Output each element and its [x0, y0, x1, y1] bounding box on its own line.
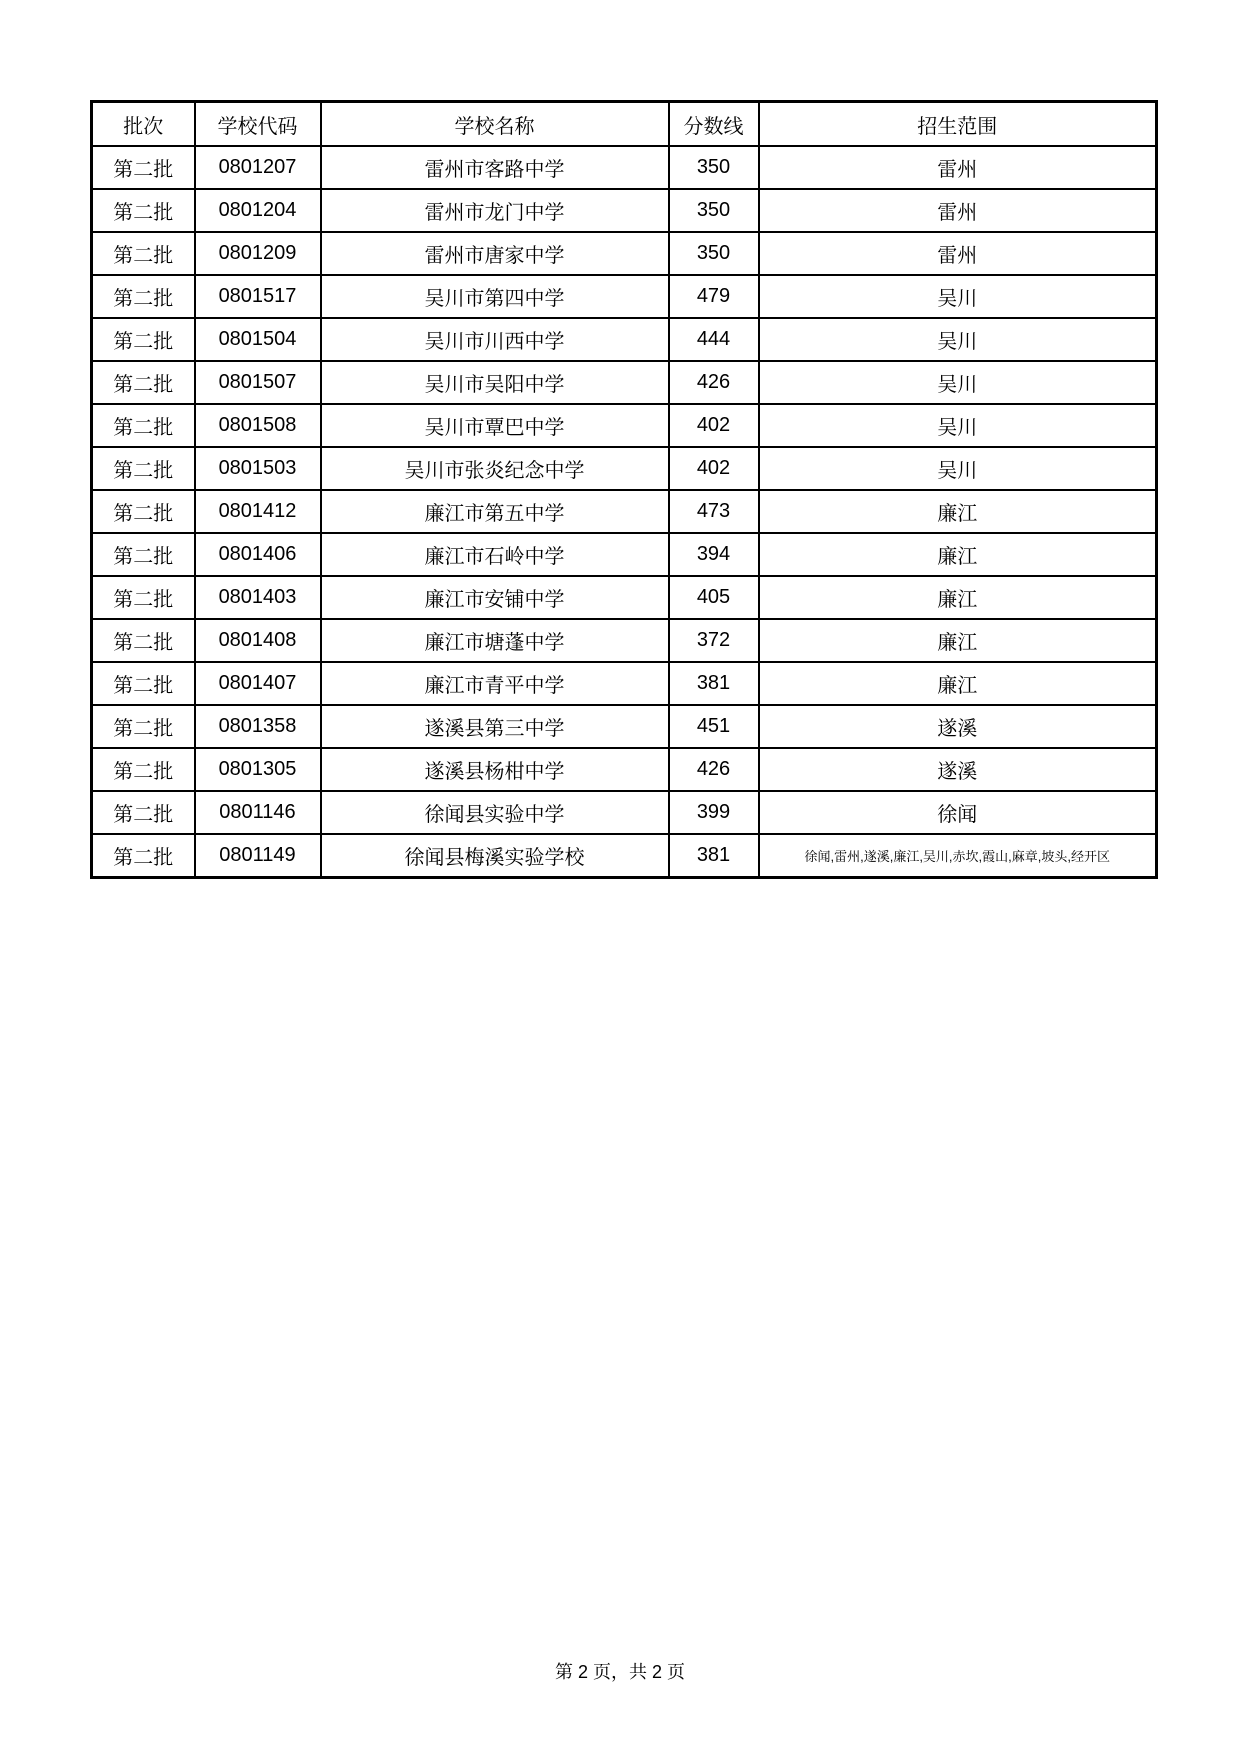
cell-enrollment-scope: 廉江 [759, 533, 1157, 576]
cell-score-line: 426 [669, 361, 759, 404]
cell-school-name: 廉江市石岭中学 [321, 533, 669, 576]
cell-school-name: 雷州市客路中学 [321, 146, 669, 189]
cell-school-code: 0801209 [195, 232, 321, 275]
cell-school-code: 0801146 [195, 791, 321, 834]
cell-enrollment-scope: 雷州 [759, 232, 1157, 275]
cell-score-line: 372 [669, 619, 759, 662]
cell-school-code: 0801207 [195, 146, 321, 189]
cell-school-name: 徐闻县实验中学 [321, 791, 669, 834]
cell-enrollment-scope: 廉江 [759, 576, 1157, 619]
table-row [92, 318, 1157, 361]
cell-enrollment-scope: 吴川 [759, 404, 1157, 447]
cell-school-name: 廉江市青平中学 [321, 662, 669, 705]
table-row [92, 533, 1157, 576]
table-row [92, 748, 1157, 791]
table-row [92, 576, 1157, 619]
cell-enrollment-scope: 吴川 [759, 318, 1157, 361]
cell-school-code: 0801508 [195, 404, 321, 447]
col-header-score-line: 分数线 [669, 102, 759, 147]
page-number-footer: 第 2 页，共 2 页 [554, 1662, 686, 1682]
cell-score-line: 350 [669, 232, 759, 275]
cell-school-name: 吴川市第四中学 [321, 275, 669, 318]
cell-score-line: 451 [669, 705, 759, 748]
table-row [92, 275, 1157, 318]
cell-enrollment-scope: 廉江 [759, 490, 1157, 533]
cell-score-line: 350 [669, 189, 759, 232]
cell-school-code: 0801305 [195, 748, 321, 791]
cell-enrollment-scope: 遂溪 [759, 748, 1157, 791]
cell-score-line: 402 [669, 404, 759, 447]
cell-school-code: 0801358 [195, 705, 321, 748]
cell-school-code: 0801406 [195, 533, 321, 576]
table-row [92, 189, 1157, 232]
cell-school-name: 吴川市川西中学 [321, 318, 669, 361]
cell-score-line: 394 [669, 533, 759, 576]
cell-school-code: 0801412 [195, 490, 321, 533]
cell-batch: 第二批 [92, 189, 195, 232]
table-body [92, 146, 1157, 878]
cell-school-code: 0801503 [195, 447, 321, 490]
cell-enrollment-scope: 雷州 [759, 146, 1157, 189]
cell-score-line: 479 [669, 275, 759, 318]
cell-batch: 第二批 [92, 576, 195, 619]
cell-batch: 第二批 [92, 748, 195, 791]
cell-batch: 第二批 [92, 232, 195, 275]
cell-score-line: 350 [669, 146, 759, 189]
table-row [92, 361, 1157, 404]
cell-score-line: 402 [669, 447, 759, 490]
cell-batch: 第二批 [92, 490, 195, 533]
cell-batch: 第二批 [92, 834, 195, 878]
cell-school-name: 雷州市龙门中学 [321, 189, 669, 232]
table-row [92, 662, 1157, 705]
cell-score-line: 426 [669, 748, 759, 791]
cell-batch: 第二批 [92, 146, 195, 189]
cell-score-line: 473 [669, 490, 759, 533]
table-row [92, 232, 1157, 275]
cell-enrollment-scope: 廉江 [759, 619, 1157, 662]
col-header-enrollment-scope: 招生范围 [759, 102, 1157, 147]
cell-school-code: 0801517 [195, 275, 321, 318]
col-header-batch: 批次 [92, 102, 195, 147]
cell-batch: 第二批 [92, 619, 195, 662]
cell-school-name: 吴川市覃巴中学 [321, 404, 669, 447]
cell-enrollment-scope: 吴川 [759, 447, 1157, 490]
cell-score-line: 399 [669, 791, 759, 834]
cell-school-code: 0801408 [195, 619, 321, 662]
cell-enrollment-scope: 吴川 [759, 361, 1157, 404]
cell-enrollment-scope: 徐闻,雷州,遂溪,廉江,吴川,赤坎,霞山,麻章,坡头,经开区 [759, 834, 1157, 878]
cell-enrollment-scope: 雷州 [759, 189, 1157, 232]
cell-score-line: 405 [669, 576, 759, 619]
table-row [92, 146, 1157, 189]
cell-school-code: 0801407 [195, 662, 321, 705]
cell-school-name: 廉江市塘蓬中学 [321, 619, 669, 662]
cell-batch: 第二批 [92, 533, 195, 576]
cell-school-code: 0801403 [195, 576, 321, 619]
cell-score-line: 381 [669, 834, 759, 878]
cell-batch: 第二批 [92, 275, 195, 318]
cell-score-line: 444 [669, 318, 759, 361]
cell-school-code: 0801507 [195, 361, 321, 404]
cell-batch: 第二批 [92, 361, 195, 404]
table-row [92, 447, 1157, 490]
table-header-row [92, 102, 1157, 147]
admission-score-table [90, 100, 1158, 879]
cell-school-name: 吴川市吴阳中学 [321, 361, 669, 404]
cell-school-name: 徐闻县梅溪实验学校 [321, 834, 669, 878]
cell-batch: 第二批 [92, 791, 195, 834]
cell-enrollment-scope: 徐闻 [759, 791, 1157, 834]
document-table-region [90, 100, 1158, 879]
col-header-school-code: 学校代码 [195, 102, 321, 147]
cell-school-name: 吴川市张炎纪念中学 [321, 447, 669, 490]
cell-batch: 第二批 [92, 705, 195, 748]
cell-enrollment-scope: 遂溪 [759, 705, 1157, 748]
cell-batch: 第二批 [92, 447, 195, 490]
table-row [92, 705, 1157, 748]
table-row [92, 619, 1157, 662]
cell-school-name: 雷州市唐家中学 [321, 232, 669, 275]
cell-school-name: 廉江市安铺中学 [321, 576, 669, 619]
cell-batch: 第二批 [92, 662, 195, 705]
table-row [92, 404, 1157, 447]
cell-school-code: 0801504 [195, 318, 321, 361]
cell-school-name: 遂溪县杨柑中学 [321, 748, 669, 791]
table-row [92, 834, 1157, 878]
table-row [92, 791, 1157, 834]
cell-score-line: 381 [669, 662, 759, 705]
cell-batch: 第二批 [92, 404, 195, 447]
table-row [92, 490, 1157, 533]
cell-enrollment-scope: 廉江 [759, 662, 1157, 705]
cell-school-name: 廉江市第五中学 [321, 490, 669, 533]
cell-enrollment-scope: 吴川 [759, 275, 1157, 318]
cell-batch: 第二批 [92, 318, 195, 361]
cell-school-code: 0801204 [195, 189, 321, 232]
col-header-school-name: 学校名称 [321, 102, 669, 147]
cell-school-name: 遂溪县第三中学 [321, 705, 669, 748]
cell-school-code: 0801149 [195, 834, 321, 878]
